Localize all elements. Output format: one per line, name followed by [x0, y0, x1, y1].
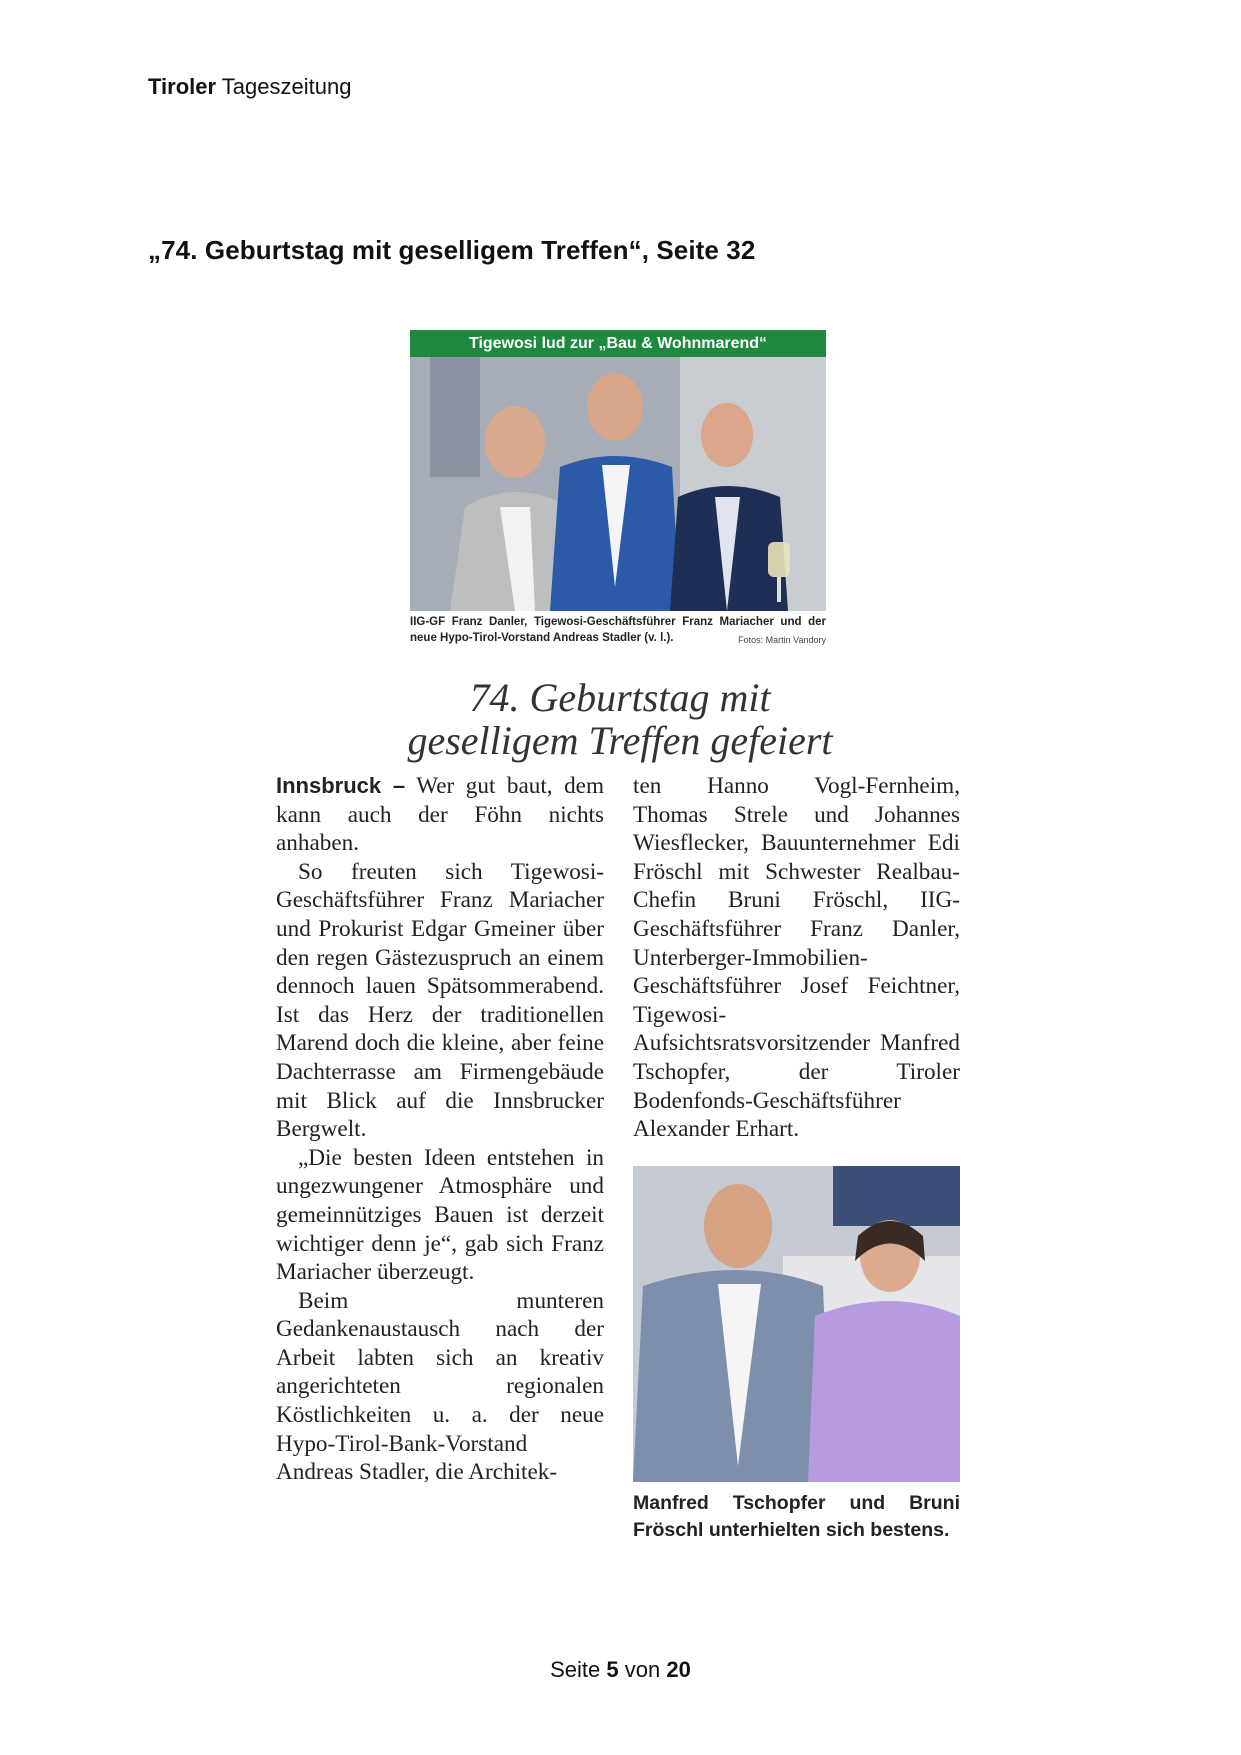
photo-banner	[410, 330, 826, 357]
page-middle: von	[624, 1657, 661, 1682]
paragraph-4: Beim munteren Gedankenaustausch nach der Arbeit labten sich an kreativ angerichteten regionalen Köstlichkeiten u. a. der neue Hypo-Tirol-Bank-Vorstand Andreas Stadler, die Architek-	[276, 1287, 604, 1486]
headline-line-1: 74. Geburtstag mit	[469, 675, 771, 720]
pair-photo-illustration	[633, 1166, 960, 1482]
paragraph-3: „Die besten Ideen entstehen in ungezwungener Atmosphäre und gemeinnütziges Bauen ist derzeit wichtiger denn je“, gab sich Franz Mariacher überzeugt.	[276, 1144, 604, 1286]
photo-banner-text: Tigewosi lud zur „Bau & Wohnmarend“	[468, 335, 768, 352]
publication-name	[148, 74, 351, 100]
page-current: 5	[606, 1657, 619, 1682]
paragraph-1	[276, 772, 604, 858]
pair-photo	[633, 1166, 960, 1482]
paragraph-5: ten Hanno Vogl-Fernheim, Thomas Strele und Johannes Wiesflecker, Bauunternehmer Edi Fröschl mit Schwester Realbau-Chefin Bruni Fröschl, IIG-Geschäftsführer Franz Danler, Unterberger-Immobilien-Geschäftsführer Josef Feichtner, Tigewosi-Aufsichtsratsvorsitzender Manfred Tschopfer, der Tiroler Bodenfonds-Geschäftsführer Alexander Erhart.	[633, 773, 960, 1143]
dateline: Innsbruck –	[276, 773, 406, 798]
group-photo-caption	[410, 614, 826, 648]
paragraph-1-text: Wer gut baut, dem kann auch der Föhn nichts anhaben.	[276, 773, 604, 857]
article-headline	[360, 676, 880, 762]
publication-name-bold: Tiroler	[148, 74, 217, 99]
group-photo-illustration	[410, 357, 826, 611]
article-column-right	[633, 772, 960, 1144]
pair-photo-caption: Manfred Tschopfer und Bruni Fröschl unterhielten sich bestens.	[633, 1492, 960, 1541]
paragraph-2: So freuten sich Tigewosi-Geschäftsführer Franz Mariacher und Prokurist Edgar Gmeiner über den regen Gästezuspruch an einem dennoch lauen Spätsommerabend. Ist das Herz der traditionellen Marend doch die kleine, aber feine Dachterrasse am Firmengebäude mit Blick auf die Innsbrucker Bergwelt.	[276, 858, 604, 1143]
page-number	[0, 1657, 1241, 1683]
group-photo	[410, 357, 826, 611]
page-total: 20	[666, 1657, 691, 1682]
document-title: „74. Geburtstag mit geselligem Treffen“, Seite 32	[148, 235, 756, 265]
headline-line-2: geselligem Treffen gefeiert	[407, 718, 833, 763]
page-prefix: Seite	[550, 1657, 601, 1682]
group-photo-caption-text: IIG-GF Franz Danler, Tigewosi-Geschäftsführer Franz Mariacher und der neue Hypo-Tirol-Vorstand Andreas Stadler (v. l.).	[410, 616, 826, 644]
photo-credit: Fotos: Martin Vandory	[738, 635, 826, 645]
article-column-left	[276, 772, 604, 1487]
publication-name-rest: Tageszeitung	[221, 74, 352, 99]
